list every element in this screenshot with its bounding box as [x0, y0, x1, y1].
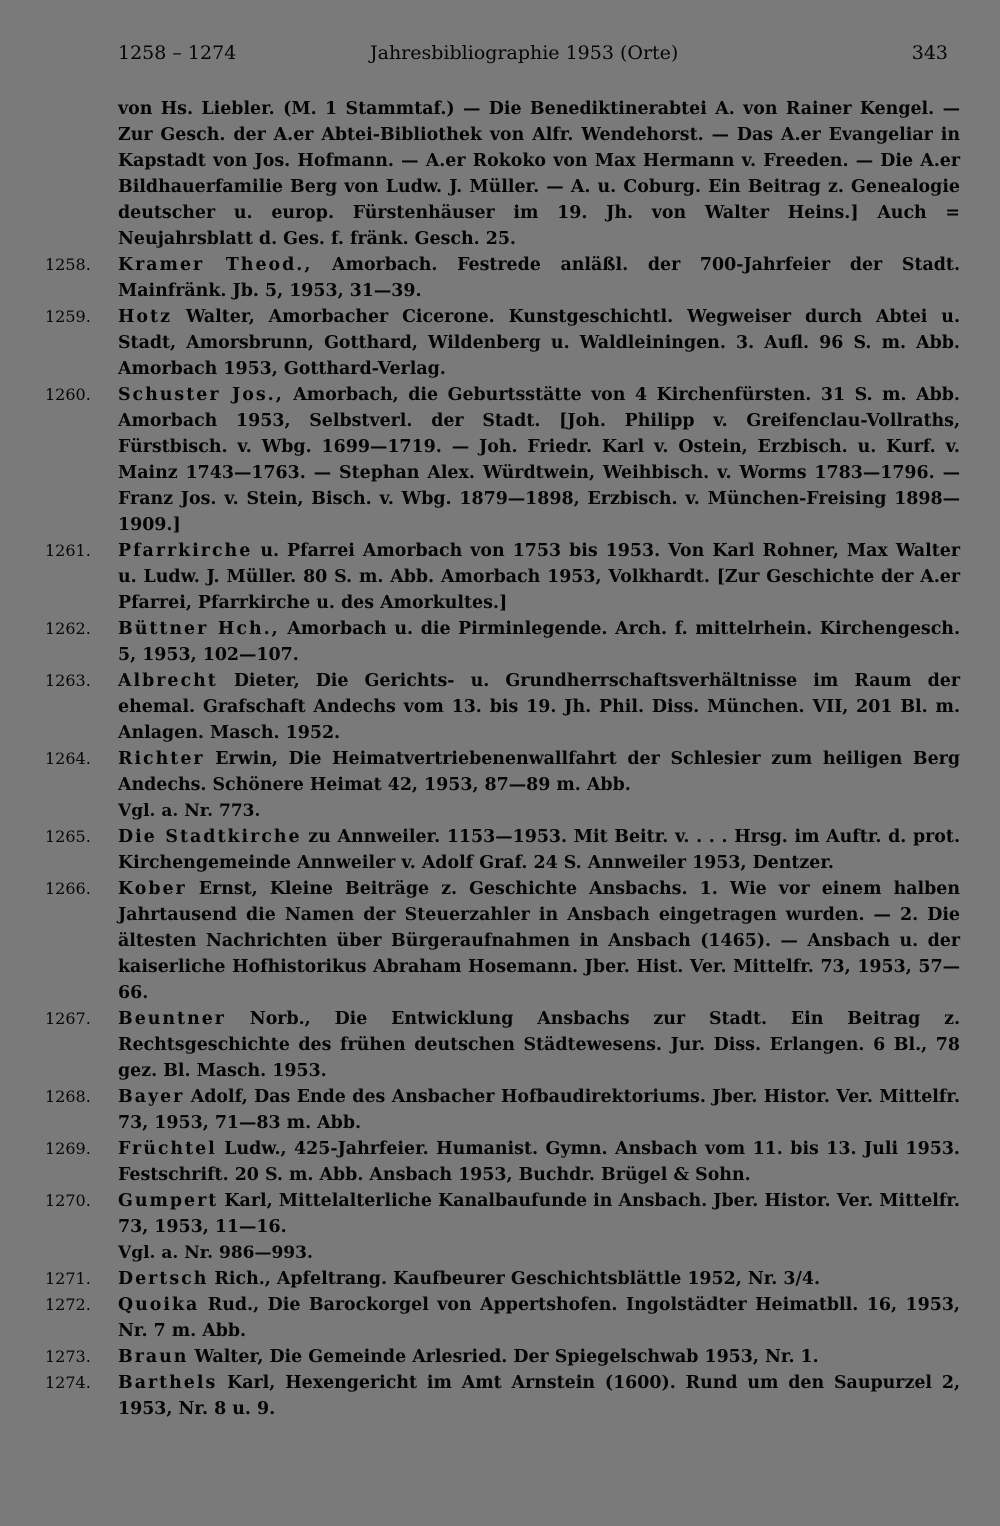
entry-number: 1260.: [45, 385, 91, 404]
bibliography-list: [40, 96, 960, 1422]
bibliography-entry: [40, 1344, 960, 1370]
page-number: 343: [911, 42, 948, 64]
entry-text: Dieter, Die Gerichts- u. Grundherrschaftsverhältnisse im Raum der ehemal. Grafschaft Andechs vom 13. bis 19. Jh. Phil. Diss. München. VII, 201 Bl. m. Anlagen. Masch. 1952.: [118, 671, 960, 743]
bibliography-entry: [40, 1084, 960, 1136]
entry-number: 1271.: [45, 1269, 91, 1288]
entry-text: Erwin, Die Heimatvertriebenenwallfahrt der Schlesier zum heiligen Berg Andechs. Schönere Heimat 42, 1953, 87—89 m. Abb.: [118, 749, 960, 795]
see-also-reference: Vgl. a. Nr. 773.: [118, 801, 261, 821]
entry-author: Hotz: [118, 307, 172, 327]
continuation-text: von Hs. Liebler. (M. 1 Stammtaf.) — Die Benediktinerabtei A. von Rainer Kengel. — Zur Gesch. der A.er Abtei-Bibliothek von Alfr. Wendehorst. — Das A.er Evangeliar in Kapstadt von Jos. Hofmann. — A.er Rokoko von Max Hermann v. Freeden. — Die A.er Bildhauerfamilie Berg von Ludw. J. Müller. — A. u. Coburg. Ein Beitrag z. Genealogie deutscher u. europ. Fürstenhäuser im 19. Jh. von Walter Heins.] Auch = Neujahrsblatt d. Ges. f. fränk. Gesch. 25.: [118, 99, 960, 249]
bibliography-entry: [40, 1370, 960, 1422]
entry-author: Albrecht: [118, 671, 218, 691]
entry-author: Schuster Jos.,: [118, 385, 284, 405]
bibliography-entry: [40, 616, 960, 668]
entry-text: Walter, Amorbacher Cicerone. Kunstgeschichtl. Wegweiser durch Abtei u. Stadt, Amorsbrunn, Gotthard, Wildenberg u. Waldleiningen. 3. Aufl. 96 S. m. Abb. Amorbach 1953, Gotthard-Verlag.: [118, 307, 960, 379]
entry-number: 1258.: [45, 255, 91, 274]
entry-number: 1272.: [45, 1295, 91, 1314]
entry-number: 1274.: [45, 1373, 91, 1392]
entry-number: 1265.: [45, 827, 91, 846]
entry-number: 1264.: [45, 749, 91, 768]
bibliography-entry: [40, 824, 960, 876]
bibliography-entry: [40, 1006, 960, 1084]
entry-text: Adolf, Das Ende des Ansbacher Hofbaudirektoriums. Jber. Histor. Ver. Mittelfr. 73, 1953, 71—83 m. Abb.: [118, 1087, 960, 1133]
entry-text: Rich., Apfeltrang. Kaufbeurer Geschichtsblättle 1952, Nr. 3/4.: [208, 1269, 821, 1289]
entry-number: 1273.: [45, 1347, 91, 1366]
entry-text: Rud., Die Barockorgel von Appertshofen. Ingolstädter Heimatbll. 16, 1953, Nr. 7 m. Abb.: [118, 1295, 960, 1341]
bibliography-entry: [40, 876, 960, 1006]
entry-author: Bayer: [118, 1087, 185, 1107]
bibliography-entry: [40, 1266, 960, 1292]
see-also-reference: Vgl. a. Nr. 986—993.: [118, 1243, 313, 1263]
bibliography-entry: [40, 1136, 960, 1188]
bibliography-entry: [40, 1292, 960, 1344]
bibliography-entry: [40, 252, 960, 304]
bibliography-entry: [40, 382, 960, 538]
bibliography-entry: [40, 668, 960, 746]
entry-author: Die Stadtkirche: [118, 827, 302, 847]
entry-author: Büttner Hch.,: [118, 619, 280, 639]
bibliography-entry: [40, 1188, 960, 1240]
entry-number: 1263.: [45, 671, 91, 690]
entry-author: Barthels: [118, 1373, 218, 1393]
entry-number: 1261.: [45, 541, 91, 560]
entry-number: 1259.: [45, 307, 91, 326]
entry-author: Braun: [118, 1347, 189, 1367]
page-title: Jahresbibliographie 1953 (Orte): [370, 42, 679, 64]
entry-text: Amorbach, die Geburtsstätte von 4 Kirchenfürsten. 31 S. m. Abb. Amorbach 1953, Selbstverl. der Stadt. [Joh. Philipp v. Greifenclau-Vollraths, Fürstbisch. v. Wbg. 1699—1719. — Joh. Friedr. Karl v. Ostein, Erzbisch. u. Kurf. v. Mainz 1743—1763. — Stephan Alex. Würdtwein, Weihbisch. v. Worms 1783—1796. — Franz Jos. v. Stein, Bisch. v. Wbg. 1879—1898, Erzbisch. v. München-Freising 1898—1909.]: [118, 385, 960, 535]
entry-author: Quoika: [118, 1295, 200, 1315]
entry-number: 1270.: [45, 1191, 91, 1210]
entry-text: u. Pfarrei Amorbach von 1753 bis 1953. Von Karl Rohner, Max Walter u. Ludw. J. Müller. 80 S. m. Abb. Amorbach 1953, Volkhardt. [Zur Geschichte der A.er Pfarrei, Pfarrkirche u. des Amorkultes.]: [118, 541, 960, 613]
entry-text: Amorbach u. die Pirminlegende. Arch. f. mittelrhein. Kirchengesch. 5, 1953, 102—107.: [118, 619, 960, 665]
entry-number: 1268.: [45, 1087, 91, 1106]
entry-range: 1258 – 1274: [118, 42, 237, 64]
bibliography-entry: [40, 746, 960, 798]
entry-author: Gumpert: [118, 1191, 219, 1211]
entry-author: Richter: [118, 749, 205, 769]
entry-number: 1269.: [45, 1139, 91, 1158]
entry-author: Dertsch: [118, 1269, 209, 1289]
entry-number: 1267.: [45, 1009, 91, 1028]
bibliography-entry: [40, 538, 960, 616]
entry-author: Pfarrkirche: [118, 541, 253, 561]
entry-text: Ernst, Kleine Beiträge z. Geschichte Ansbachs. 1. Wie vor einem halben Jahrtausend die Namen der Steuerzahler in Ansbach eingetragen wurden. — 2. Die ältesten Nachrichten über Bürgeraufnahmen in Ansbach (1465). — Ansbach u. der kaiserliche Hofhistorikus Abraham Hosemann. Jber. Hist. Ver. Mittelfr. 73, 1953, 57—66.: [118, 879, 960, 1003]
entry-author: Kramer Theod.,: [118, 255, 313, 275]
entry-number: 1266.: [45, 879, 91, 898]
entry-text: Ludw., 425-Jahrfeier. Humanist. Gymn. Ansbach vom 11. bis 13. Juli 1953. Festschrift. 20 S. m. Abb. Ansbach 1953, Buchdr. Brügel & Sohn.: [118, 1139, 960, 1185]
entry-author: Früchtel: [118, 1139, 217, 1159]
entry-author: Beuntner: [118, 1009, 226, 1029]
entry-text: Amorbach. Festrede anläßl. der 700-Jahrfeier der Stadt. Mainfränk. Jb. 5, 1953, 31—39.: [118, 255, 960, 301]
entry-text: Karl, Mittelalterliche Kanalbaufunde in Ansbach. Jber. Histor. Ver. Mittelfr. 73, 1953, 11—16.: [118, 1191, 960, 1237]
running-header: [118, 42, 948, 72]
entry-text: zu Annweiler. 1153—1953. Mit Beitr. v. . . . Hrsg. im Auftr. d. prot. Kirchengemeinde Annweiler v. Adolf Graf. 24 S. Annweiler 1953, Dentzer.: [118, 827, 960, 873]
entry-number: 1262.: [45, 619, 91, 638]
entry-text: Karl, Hexengericht im Amt Arnstein (1600). Rund um den Saupurzel 2, 1953, Nr. 8 u. 9.: [118, 1373, 960, 1419]
bibliography-entry: [40, 304, 960, 382]
entry-text: Norb., Die Entwicklung Ansbachs zur Stadt. Ein Beitrag z. Rechtsgeschichte des frühen deutschen Städtewesens. Jur. Diss. Erlangen. 6 Bl., 78 gez. Bl. Masch. 1953.: [118, 1009, 960, 1081]
entry-text: Walter, Die Gemeinde Arlesried. Der Spiegelschwab 1953, Nr. 1.: [188, 1347, 819, 1367]
entry-author: Kober: [118, 879, 187, 899]
